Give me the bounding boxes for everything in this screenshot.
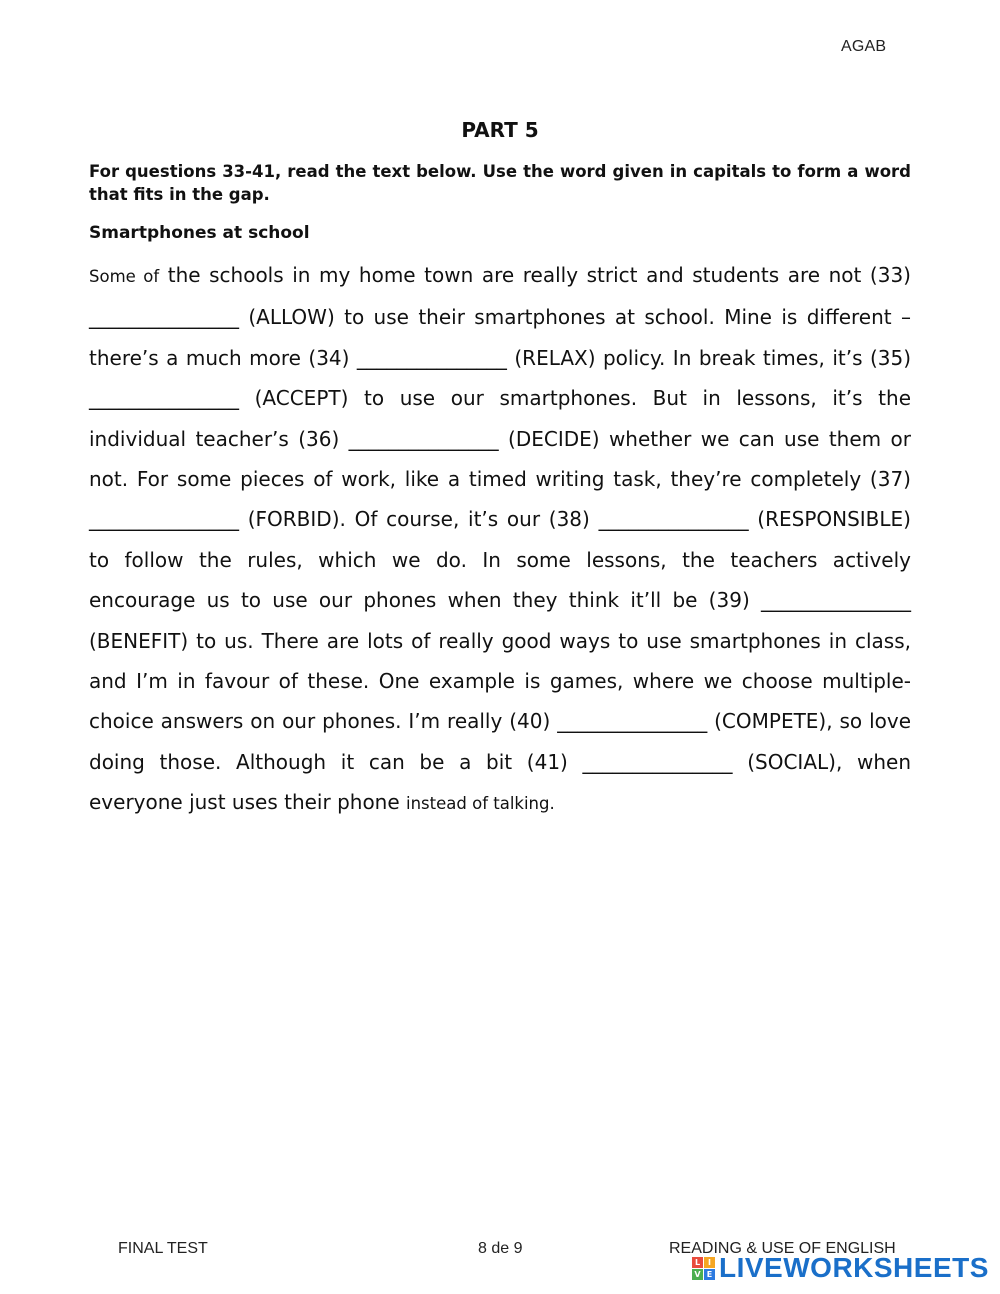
passage-segment: (RESPONSIBLE) to follow the rules, which we do. In some lessons, the teachers actively encourage us to use our phones when they think it’ll be (39) bbox=[89, 507, 911, 613]
passage-segment: (ACCEPT) to use our smartphones. But in lessons, it’s the individual teacher’s (36) bbox=[89, 386, 911, 451]
gap-35[interactable]: _______________ bbox=[89, 386, 239, 411]
passage-intro: Some of bbox=[89, 267, 160, 286]
passage-outro: instead of talking. bbox=[406, 794, 555, 814]
footer-right: READING & USE OF ENGLISH bbox=[669, 1240, 896, 1257]
liveworksheets-logo bbox=[692, 1252, 989, 1284]
instructions: For questions 33-41, read the text below. Use the word given in capitals to form a word that fits in the gap. bbox=[89, 162, 911, 204]
gap-38[interactable]: _______________ bbox=[598, 507, 749, 532]
liveworksheets-text: LIVEWORKSHEETS bbox=[719, 1252, 989, 1283]
passage bbox=[89, 255, 911, 825]
badge-letter: E bbox=[704, 1269, 715, 1280]
header-code: AGAB bbox=[841, 38, 887, 55]
gap-34[interactable]: _______________ bbox=[356, 345, 507, 370]
gap-36[interactable]: _______________ bbox=[348, 426, 499, 451]
badge-letter: L bbox=[692, 1257, 703, 1268]
passage-segment: (ALLOW) to use their smartphones at school. Mine is different – there’s a much more (34) bbox=[89, 305, 911, 370]
gap-40[interactable]: _______________ bbox=[557, 709, 708, 734]
passage-segment: (DECIDE) whether we can use them or not. For some pieces of work, like a timed writing task, they’re completely (37) bbox=[89, 426, 911, 492]
gap-33[interactable]: _______________ bbox=[89, 305, 239, 330]
gap-39[interactable]: _______________ bbox=[761, 588, 911, 613]
passage-segment: the schools in my home town are really strict and students are not (33) bbox=[159, 263, 911, 287]
passage-segment: (FORBID). Of course, it’s our (38) bbox=[239, 507, 599, 532]
gap-37[interactable]: _______________ bbox=[89, 507, 239, 532]
badge-letter: V bbox=[692, 1269, 703, 1280]
footer-left: FINAL TEST bbox=[118, 1240, 208, 1257]
badge-letter: I bbox=[704, 1257, 715, 1268]
passage-segment: (RELAX) policy. In break times, it’s (35) bbox=[506, 345, 912, 370]
part-title: PART 5 bbox=[461, 118, 539, 142]
gap-41[interactable]: _______________ bbox=[582, 749, 733, 774]
text-title: Smartphones at school bbox=[89, 223, 310, 243]
passage-segment: (BENEFIT) to us. There are lots of really good ways to use smartphones in class, and I’m in favour of these. One example is games, where we choose multiple-choice answers on our phones. I’m really (40) bbox=[89, 628, 911, 734]
passage-segment: (COMPETE), so love doing those. Although it can be a bit (41) bbox=[89, 709, 911, 774]
liveworksheets-badge-icon bbox=[692, 1257, 715, 1280]
footer-page-number: 8 de 9 bbox=[478, 1240, 523, 1257]
passage-segment: (SOCIAL), when everyone just uses their phone bbox=[89, 749, 911, 815]
